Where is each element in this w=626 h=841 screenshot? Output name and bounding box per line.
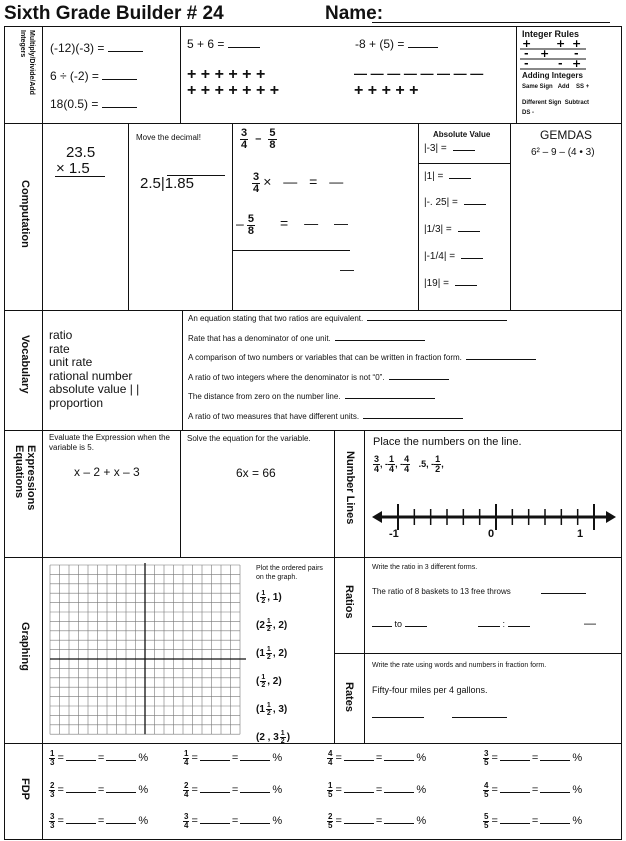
ordered-pair: (2 , 3 $\frac{1}{2}$ ) — [256, 730, 291, 745]
fraction-subtraction-problem: $\frac{3}{4}$ – $\frac{5}{8}$ — [241, 127, 276, 151]
section-label-vocabulary: Vocabulary — [19, 335, 31, 394]
svg-text:-: - — [524, 57, 529, 70]
fraction-step-1: $\frac{3}{4}$ × — = — — [253, 171, 348, 195]
integer-rules-title: Integer Rules — [522, 29, 580, 39]
answer-blank[interactable] — [464, 204, 486, 205]
svg-text:+: + — [572, 57, 582, 70]
fdp-problem: $\frac{4}{4}$ = = % — [328, 749, 427, 767]
expressions-divider-1 — [180, 430, 181, 557]
rate-word-blank[interactable] — [372, 717, 424, 718]
row-divider-5 — [4, 743, 622, 744]
number-line-label-1: 1 — [577, 528, 584, 540]
decimal-blank[interactable] — [200, 823, 230, 824]
vocabulary-term: unit rate — [49, 355, 93, 370]
number-line-label-divider — [364, 430, 365, 743]
answer-blank[interactable] — [228, 47, 260, 48]
move-decimal-hint: Move the decimal! — [136, 133, 201, 142]
answer-blank[interactable] — [461, 258, 483, 259]
svg-text:+: + — [572, 38, 582, 50]
fdp-problem: $\frac{4}{5}$ = = % — [484, 781, 583, 799]
ordered-pair: ( $\frac{1}{2}$ , 2) — [256, 674, 282, 689]
percent-blank[interactable] — [106, 823, 136, 824]
integer-add-problem-2: -8 + (5) = — [355, 38, 438, 50]
number-line-values: $\frac{3}{4}$ , - $\frac{1}{4}$ , - $\frac{4}{4}$ .5, - $\frac{1}{2}$ , — [374, 454, 444, 474]
percent-blank[interactable] — [540, 760, 570, 761]
answer-blank[interactable] — [102, 79, 137, 80]
solve-instructions: Solve the equation for the variable. — [187, 434, 311, 443]
ratios-rates-divider — [334, 653, 622, 654]
vocabulary-definition: The distance from zero on the number line. — [188, 393, 435, 401]
answer-blank[interactable] — [453, 150, 475, 151]
computation-divider-2 — [232, 123, 233, 310]
fraction-answer-line — [232, 250, 350, 251]
svg-text:+: + — [540, 47, 550, 60]
ordered-pair: (2 $\frac{1}{2}$ , 2) — [256, 618, 288, 633]
answer-blank[interactable] — [389, 379, 449, 380]
row-divider-4 — [4, 557, 622, 558]
fdp-problem: $\frac{2}{5}$ = = % — [328, 812, 427, 830]
integer-problem-1: (-12)(-3) = — [50, 42, 143, 54]
computation-divider-1 — [128, 123, 129, 310]
decimal-blank[interactable] — [500, 760, 530, 761]
section-label-number-lines: Number Lines — [344, 451, 356, 525]
graphing-instructions: Plot the ordered pairs on the graph. — [256, 565, 323, 581]
percent-blank[interactable] — [240, 760, 270, 761]
fdp-problem: $\frac{3}{4}$ = = % — [184, 812, 283, 830]
vocabulary-definition: A ratio of two integers where the denominator is not “0”. — [188, 374, 449, 382]
decimal-blank[interactable] — [66, 823, 96, 824]
answer-blank[interactable] — [455, 285, 477, 286]
multiply-line — [55, 176, 105, 177]
vocabulary-definition: Rate that has a denominator of one unit. — [188, 335, 425, 343]
vocabulary-definition: A ratio of two measures that have different units. — [188, 413, 463, 421]
name-label: Name: — [325, 3, 384, 24]
decimal-blank[interactable] — [344, 760, 374, 761]
evaluate-expression: x – 2 + x – 3 — [74, 465, 140, 479]
absolute-value-item: |19| = — [424, 279, 477, 289]
answer-blank[interactable] — [408, 47, 438, 48]
answer-blank[interactable] — [108, 51, 143, 52]
absolute-value-item: |-3| = — [424, 144, 475, 154]
integer-add-problem-1: 5 + 6 = — [187, 38, 260, 50]
answer-blank[interactable] — [449, 178, 471, 179]
different-sign-rule: Different Sign Subtract — [522, 100, 590, 106]
answer-blank[interactable] — [363, 418, 463, 419]
row-divider-1 — [4, 123, 622, 124]
vocabulary-term: proportion — [49, 396, 104, 410]
minus-chips-row: — — — — — — — — — [354, 66, 484, 81]
percent-blank[interactable] — [540, 792, 570, 793]
percent-blank[interactable] — [106, 760, 136, 761]
name-field[interactable] — [372, 22, 610, 23]
absolute-value-title: Absolute Value — [433, 130, 491, 139]
answer-blank[interactable] — [466, 359, 536, 360]
number-line-label-neg1: -1 — [389, 528, 399, 540]
number-line-label-0: 0 — [488, 528, 495, 540]
section-label-fdp: FDP — [19, 778, 31, 800]
svg-text:-: - — [524, 47, 529, 60]
decimal-blank[interactable] — [344, 823, 374, 824]
svg-text:+: + — [522, 38, 532, 50]
svg-text:+: + — [556, 38, 566, 50]
integer-problem-2: 6 ÷ (-2) = — [50, 70, 137, 82]
section-label-integers: Multiply/Divide/Add Integers — [19, 30, 35, 95]
vocabulary-term: rate — [49, 341, 70, 356]
percent-blank[interactable] — [240, 792, 270, 793]
percent-blank[interactable] — [384, 823, 414, 824]
row-divider-2 — [4, 310, 622, 311]
percent-blank[interactable] — [540, 823, 570, 824]
ordered-pair: ( $\frac{1}{2}$ , 1) — [256, 590, 282, 605]
answer-blank[interactable] — [405, 626, 427, 627]
fdp-problem: $\frac{1}{3}$ = = % — [50, 749, 149, 767]
ratio-fraction-form: — — [584, 616, 596, 630]
vocabulary-term: rational number — [49, 368, 133, 383]
fdp-problem: $\frac{3}{5}$ = = % — [484, 749, 583, 767]
row-divider-3 — [4, 430, 622, 431]
absolute-value-title-line — [418, 163, 510, 164]
section-label-rates: Rates — [343, 682, 355, 712]
same-sign-rule: Same Sign Add SS + — [522, 84, 590, 90]
absolute-value-item: |1| = — [424, 172, 471, 182]
section-label-ratios: Ratios — [343, 585, 355, 619]
answer-blank[interactable] — [345, 398, 435, 399]
section-label-expressions: Expressions Equations — [13, 445, 37, 511]
plus-chips-row-1: + + + + + + — [187, 66, 266, 83]
percent-blank[interactable] — [240, 823, 270, 824]
svg-text:-: - — [574, 47, 579, 60]
answer-blank[interactable] — [458, 231, 480, 232]
ordered-pair: (1 $\frac{1}{2}$ , 2) — [256, 646, 288, 661]
fdp-problem: $\frac{2}{4}$ = = % — [184, 781, 283, 799]
multiply-top-number: 23.5 — [66, 144, 96, 161]
computation-divider-4 — [510, 123, 511, 310]
ds-rule: DS - — [522, 110, 534, 116]
ratio-instructions: Write the ratio in 3 different forms. — [372, 564, 478, 571]
coordinate-grid — [45, 561, 248, 741]
rate-instructions: Write the rate using words and numbers in fraction form. — [372, 662, 547, 669]
vocabulary-term: ratio — [49, 328, 73, 342]
gemdas-expression: 6² – 9 – (4 • 3) — [531, 147, 595, 158]
answer-blank[interactable] — [102, 107, 137, 108]
percent-blank[interactable] — [384, 760, 414, 761]
fraction-final-blank: — — [340, 261, 354, 277]
integers-divider-1 — [180, 26, 181, 123]
answer-blank[interactable] — [478, 626, 500, 627]
section-label-graphing: Graphing — [19, 622, 31, 671]
section-label-computation: Computation — [19, 180, 31, 248]
expressions-divider-2 — [334, 430, 335, 557]
answer-blank[interactable] — [508, 626, 530, 627]
fdp-problem: $\frac{1}{5}$ = = % — [328, 781, 427, 799]
gemdas-title: GEMDAS — [540, 128, 593, 142]
solve-equation: 6x = 66 — [236, 466, 276, 480]
vocabulary-divider — [182, 310, 183, 430]
decimal-blank[interactable] — [500, 792, 530, 793]
rate-problem: Fifty-four miles per 4 gallons. — [372, 685, 488, 695]
computation-divider-3 — [418, 123, 419, 310]
vocabulary-definition: An equation stating that two ratios are equivalent. — [188, 315, 507, 323]
ratio-problem: The ratio of 8 baskets to 13 free throws — [372, 588, 586, 596]
evaluate-instructions: Evaluate the Expression when the variable is 5. — [49, 433, 170, 452]
plus-chips-row-3: + + + + + — [354, 82, 419, 99]
graphing-divider — [334, 557, 335, 743]
division-bar — [167, 175, 225, 176]
decimal-blank[interactable] — [66, 792, 96, 793]
multiply-bottom-number: × 1.5 — [56, 160, 90, 177]
division-problem: 2.5|1.85 — [140, 175, 194, 192]
ratio-word-form: to — [372, 620, 427, 629]
absolute-value-item: |1/3| = — [424, 225, 480, 235]
percent-blank[interactable] — [106, 792, 136, 793]
plus-chips-row-2: + + + + + + + — [187, 82, 280, 99]
integer-problem-3: 18(0.5) = — [50, 98, 137, 110]
answer-blank[interactable] — [372, 626, 392, 627]
integer-sign-chart — [520, 38, 590, 72]
absolute-value-item: |-. 25| = — [424, 198, 486, 208]
page-title: Sixth Grade Builder # 24 — [4, 3, 224, 24]
fdp-problem: $\frac{3}{3}$ = = % — [50, 812, 149, 830]
answer-blank[interactable] — [335, 340, 425, 341]
fdp-problem: $\frac{5}{5}$ = = % — [484, 812, 583, 830]
fraction-step-2: – $\frac{5}{8}$ = — — — [236, 213, 355, 237]
vocabulary-term: absolute value | | — [49, 382, 140, 397]
adding-integers-title: Adding Integers — [522, 71, 583, 80]
svg-text:-: - — [558, 57, 563, 70]
absolute-value-item: |-1/4| = — [424, 252, 483, 262]
ordered-pair: (1 $\frac{1}{2}$ , 3) — [256, 702, 288, 717]
fdp-problem: $\frac{2}{3}$ = = % — [50, 781, 149, 799]
rate-fraction-blank[interactable] — [452, 717, 507, 718]
answer-blank[interactable] — [367, 320, 507, 321]
answer-blank[interactable] — [541, 593, 586, 594]
decimal-blank[interactable] — [66, 760, 96, 761]
integers-divider-2 — [516, 26, 517, 123]
decimal-blank[interactable] — [200, 760, 230, 761]
ratio-colon-form: : — [478, 620, 530, 629]
vocabulary-definition: A comparison of two numbers or variables that can be written in fraction form. — [188, 354, 536, 362]
decimal-blank[interactable] — [500, 823, 530, 824]
percent-blank[interactable] — [384, 792, 414, 793]
label-column-divider — [42, 26, 43, 840]
decimal-blank[interactable] — [200, 792, 230, 793]
fdp-problem: $\frac{1}{4}$ = = % — [184, 749, 283, 767]
number-line-title: Place the numbers on the line. — [373, 436, 522, 448]
decimal-blank[interactable] — [344, 792, 374, 793]
